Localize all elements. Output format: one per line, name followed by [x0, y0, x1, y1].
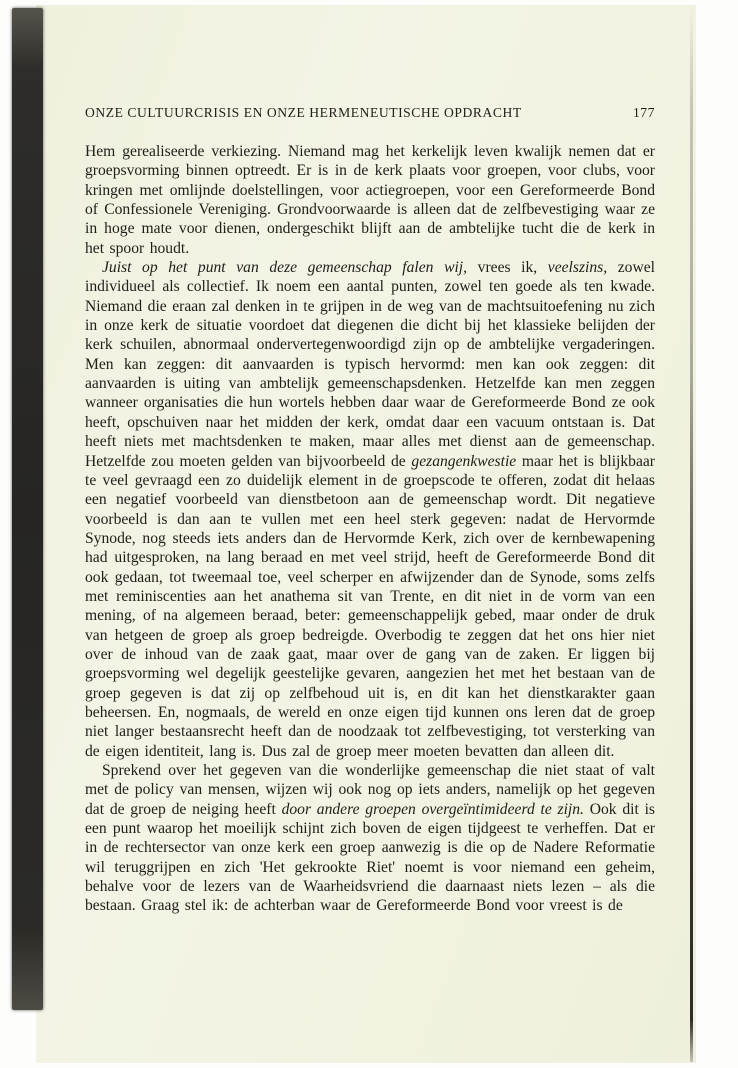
italic-run: Juist op het punt van deze gemeenschap falen wij, — [102, 259, 468, 277]
italic-run: gezangenkwestie — [411, 452, 517, 470]
scan-gutter-shadow — [12, 8, 43, 1010]
paragraph — [85, 258, 655, 761]
running-header — [85, 105, 655, 121]
text-run: zowel individueel als collectief. Ik noem een aantal punten, zowel ten goede als ten kwade. Niemand die eraan zal denken in te grijpen in de weg van de machtsuitoefening nu zich in onze kerk de situatie voordoet dat diegenen die dicht bij het klassieke belijden der kerk schuilen, abnormaal ondervertegenwoordigd zijn op de ambtelijke vergaderingen. Men kan zeggen: dit aanvaarden is typisch hervormd: men kan ook zeggen: dit aanvaarden is uiting van ambtelijk gemeenschapsdenken. Hetzelfde kan men zeggen wanneer organisaties die hun wortels hebben daar waar de Gereformeerde Bond ze ook heeft, opschuiven naar het midden der kerk, omdat daar een vacuum ontstaan is. Dat heeft niets met machtsdenken te maken, maar alles met dienst aan de gemeenschap. Hetzelfde zou moeten gelden van bijvoorbeeld de — [85, 259, 656, 470]
running-header-title: ONZE CULTUURCRISIS EN ONZE HERMENEUTISCHE OPDRACHT — [85, 105, 522, 120]
text-run: Hem gerealiseerde verkiezing. Niemand mag het kerkelijk leven kwalijk nemen dat er groepsvorming binnen optreedt. Er is in de kerk plaats voor groepen, voor clubs, voor kringen met omlijnde doelstellingen, voor actiegroepen, voor een Gereformeerde Bond of Confessionele Vereniging. Grondvoorwaarde is alleen dat de zelfbevestiging waar ze in hoge mate voor dienen, ondergeschikt blijft aan de ambtelijke tucht die de kerk in het spoor houdt. — [85, 143, 655, 257]
italic-run: door andere groepen overgeïntimideerd te zijn. — [281, 800, 584, 818]
text-column — [85, 105, 655, 916]
paragraph — [85, 142, 655, 258]
text-run: maar het is blijkbaar te veel gevraagd een zo duidelijk element in de groepscode te offeren, zodat dit helaas een negatief voorbeeld van dienstbetoon aan de gemeenschap wordt. Dit negatieve voorbeeld is dan aan te vullen met een heel sterk gegeven: nadat de Hervormde Synode, nog steeds iets anders dan de Hervormde Kerk, zich over de kernbewapening had uitgesproken, na lang beraad en met veel strijd, heeft de Gereformeerde Bond dit ook gedaan, tot tweemaal toe, veel scherper en afwijzender dan de Synode, soms zelfs met reminiscenties aan het anathema sit van Trente, en dit niet in de vorm van een mening, of na algemeen beraad, beter: gemeenschappelijk gebed, maar onder de druk van hetgeen de groep als groep bedreigde. Overbodig te zeggen dat het ons hier niet over de inhoud van de zaak gaat, maar over de gang van de zaken. Er liggen bij groepsvorming wel degelijk geestelijke gevaren, aangezien het met het bestaan van de groep gegeven is dat zij op zelfbehoud uit is, en dit kan het dienstkarakter gaan beheersen. En, nogmaals, de wereld en onze eigen tijd kunnen ons leren dat de groep niet langer bestaansrecht heeft dan de noodzaak tot zelfbevestiging, tot versterking van de eigen identiteit, lang is. Dus zal de groep meer moeten bevatten dan alleen dit. — [85, 452, 655, 760]
italic-run: veelszins, — [547, 259, 608, 277]
page-edge-line — [690, 4, 693, 1062]
paragraph — [85, 761, 655, 916]
page-number: 177 — [632, 105, 655, 120]
text-run: Sprekend over het gegeven van die wonderlijke gemeenschap die niet staat of valt met de policy van mensen, wijzen wij ook nog op iets anders, namelijk op het gegeven dat de groep de neiging heeft — [85, 762, 655, 818]
text-run: vrees ik, — [467, 259, 548, 277]
text-run: Ook dit is een punt waarop het moeilijk schijnt zich boven de eigen tijdgeest te verheffen. Dat er in de rechtersector van onze kerk een groep aanwezig is die op de Nadere Reformatie wil teruggrijpen en zich 'Het gekrookte Riet' noemt is voor niemand een geheim, behalve voor de lezers van de Waarheidsvriend die daarnaast niets lezen – als die bestaan. Graag stel ik: de achterban waar de Gereformeerde Bond voor vreest is de — [85, 800, 655, 915]
body-text — [85, 142, 655, 916]
